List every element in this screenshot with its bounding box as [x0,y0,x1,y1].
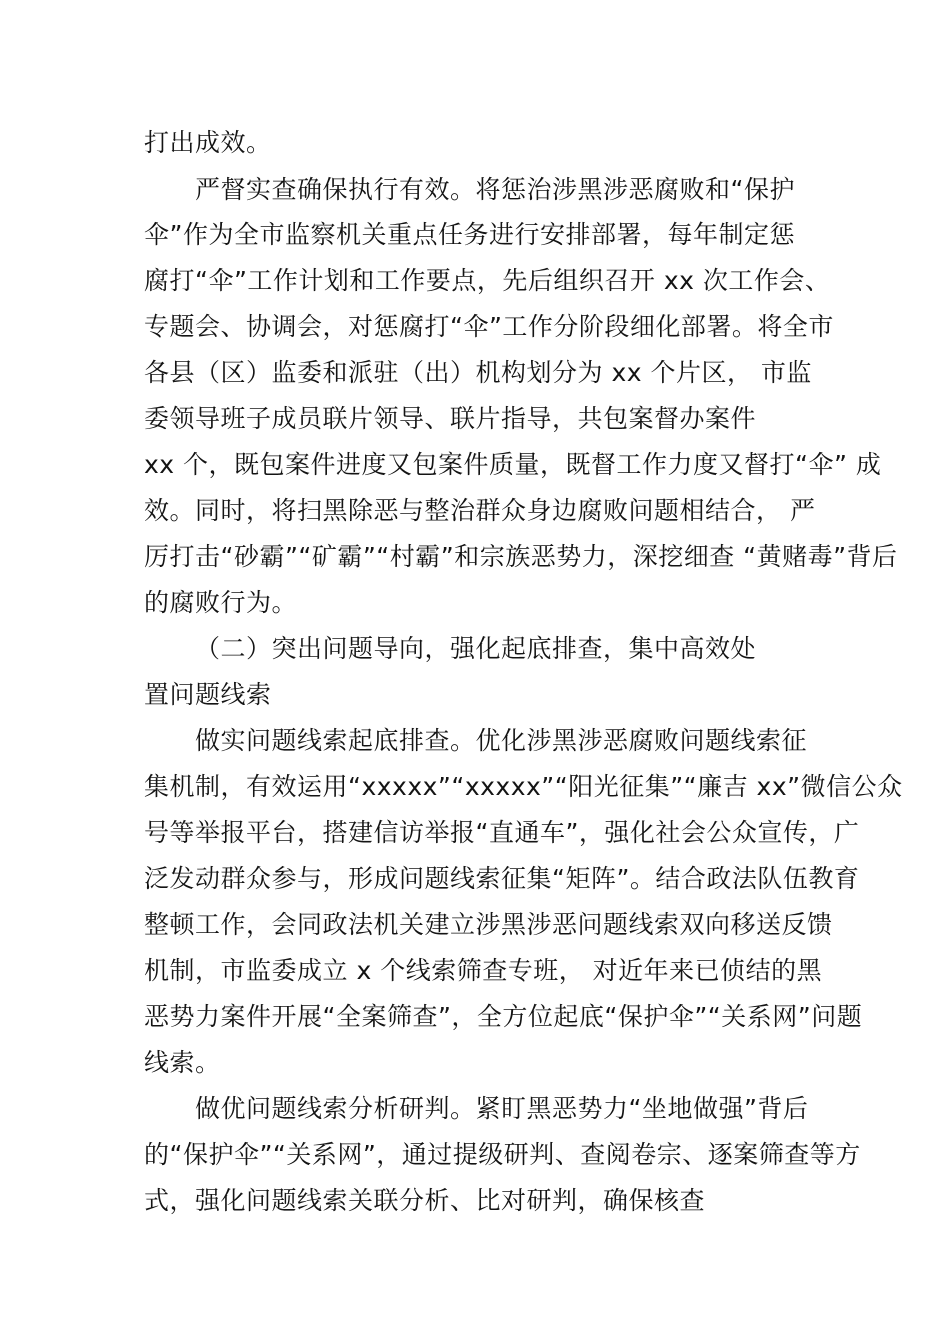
text-line-18: 整顿工作，会同政法机关建立涉黑涉恶问题线索双向移送反馈 [144,910,833,939]
text-line-15: 集机制，有效运用“xxxxx”“xxxxx”“阳光征集”“廉吉 xx”微信公众 [144,772,903,801]
text-line-6: 各县（区）监委和派驻（出）机构划分为 xx 个片区， 市监 [144,358,812,387]
text-line-19: 机制，市监委成立 x 个线索筛查专班， 对近年来已侦结的黑 [144,956,823,985]
section-heading-line-2: 置问题线索 [144,680,272,709]
section-heading-line-1: （二）突出问题导向，强化起底排查，集中高效处 [195,634,757,663]
text-line-24: 式，强化问题线索关联分析、比对研判，确保核查 [144,1186,706,1215]
text-line-17: 泛发动群众参与，形成问题线索征集“矩阵”。结合政法队伍教育 [144,864,860,893]
text-line-16: 号等举报平台，搭建信访举报“直通车”，强化社会公众宣传，广 [144,818,860,847]
text-line-1: 打出成效。 [144,128,272,157]
text-line-3: 伞”作为全市监察机关重点任务进行安排部署，每年制定惩 [144,220,795,249]
text-line-8: xx 个，既包案件进度又包案件质量，既督工作力度又督打“伞” 成 [144,450,882,479]
text-line-22: 做优问题线索分析研判。紧盯黑恶势力“坐地做强”背后 [195,1094,809,1123]
text-line-14: 做实问题线索起底排查。优化涉黑涉恶腐败问题线索征 [195,726,808,755]
text-line-20: 恶势力案件开展“全案筛查”，全方位起底“保护伞”“关系网”问题 [144,1002,863,1031]
text-line-11: 的腐败行为。 [144,588,298,617]
text-line-23: 的“保护伞”“关系网”，通过提级研判、查阅卷宗、逐案筛查等方 [144,1140,861,1169]
text-line-4: 腐打“伞”工作计划和工作要点，先后组织召开 xx 次工作会、 [144,266,831,295]
text-line-5: 专题会、协调会，对惩腐打“伞”工作分阶段细化部署。将全市 [144,312,834,341]
text-line-10: 厉打击“砂霸”“矿霸”“村霸”和宗族恶势力，深挖细查 “黄赌毒”背后 [144,542,898,571]
text-line-7: 委领导班子成员联片领导、联片指导，共包案督办案件 [144,404,757,433]
text-line-21: 线索。 [144,1048,221,1077]
text-line-2: 严督实查确保执行有效。将惩治涉黑涉恶腐败和“保护 [195,175,795,204]
text-line-9: 效。同时，将扫黑除恶与整治群众身边腐败问题相结合， 严 [144,496,816,525]
